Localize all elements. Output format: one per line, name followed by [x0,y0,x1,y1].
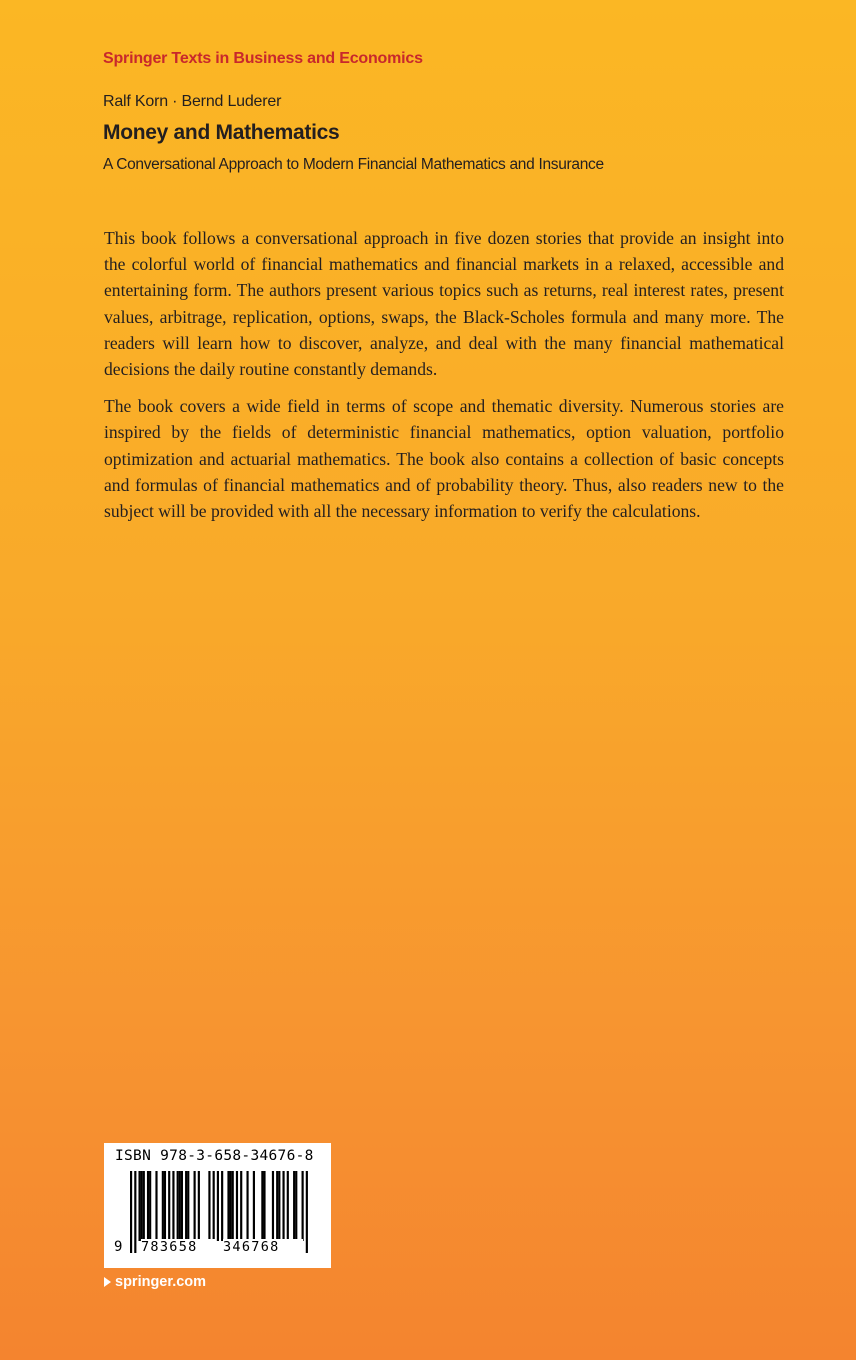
barcode-bar [149,1171,151,1241]
barcode-bar [236,1171,238,1241]
barcode-bar [263,1171,265,1241]
ean-left-digits: 783658 [141,1239,215,1255]
barcode-bar [278,1171,280,1241]
barcode-bar [130,1171,132,1253]
barcode-bar [261,1171,263,1241]
website-link[interactable] [104,1274,206,1290]
barcode-bar [147,1171,149,1241]
barcode-bar [217,1171,219,1241]
barcode-bar [141,1171,143,1241]
barcode-bar [162,1171,164,1241]
barcode-bar [134,1171,136,1253]
isbn-label: ISBN 978-3-658-34676-8 [115,1148,314,1164]
barcode-bar [181,1171,183,1241]
barcode-bar [194,1171,196,1241]
barcode-bar [179,1171,181,1241]
barcode-bar [293,1171,295,1241]
blurb-paragraph-1: This book follows a conversational approach in five dozen stories that provide an insight into the colorful world of financial mathematics and financial markets in a relaxed, accessible and entertaining form. The authors present various topics such as returns, real interest rates, present values, arbitrage, replication, options, swaps, the Black-Scholes formula and many more. The readers will learn how to discover, analyze, and deal with the many financial mathematical decisions the daily routine constantly demands. [104,228,784,380]
barcode-bar [276,1171,278,1241]
barcode-bar [287,1171,289,1241]
website-text: springer.com [115,1274,207,1290]
blurb-paragraph-2: The book covers a wide field in terms of scope and thematic diversity. Numerous stories are inspired by the fields of deterministic financial mathematics, option valuation, portfolio optimization and actuarial mathematics. The book also contains a collection of basic concepts and formulas of financial mathematics and of probability theory. Thus, also readers new to the subject will be provided with all the necessary information to verify the calculations. [104,396,784,522]
barcode-bar [253,1171,255,1241]
series-name: Springer Texts in Business and Economics [103,50,423,67]
barcode-bar [168,1171,170,1241]
book-subtitle: A Conversational Approach to Modern Financial Mathematics and Insurance [103,156,604,173]
barcode-bar [198,1171,200,1241]
barcode-bar [221,1171,223,1241]
authors: Ralf Korn · Bernd Luderer [103,93,282,110]
barcode-bar [282,1171,284,1241]
barcode-bar [185,1171,187,1241]
back-cover-blurb [104,225,784,535]
barcode-bar [306,1171,308,1253]
barcode-bar [208,1171,210,1241]
barcode-bar [164,1171,166,1241]
book-title: Money and Mathematics [103,121,340,144]
barcode-bar [172,1171,174,1241]
barcode-bar [246,1171,248,1241]
barcode-bar [302,1171,304,1241]
barcode-bar [213,1171,215,1241]
barcode-bar [138,1171,140,1241]
barcode-bar [155,1171,157,1241]
barcode-bar [295,1171,297,1241]
barcode-bar [272,1171,274,1241]
ean-first-digit: 9 [114,1239,123,1255]
barcode-bar [240,1171,242,1241]
barcode-bar [177,1171,179,1241]
barcode-bar [143,1171,145,1241]
ean-right-digits: 346768 [223,1239,303,1255]
isbn-barcode [104,1143,331,1268]
barcode-bar [187,1171,189,1241]
arrow-right-icon [104,1277,111,1287]
